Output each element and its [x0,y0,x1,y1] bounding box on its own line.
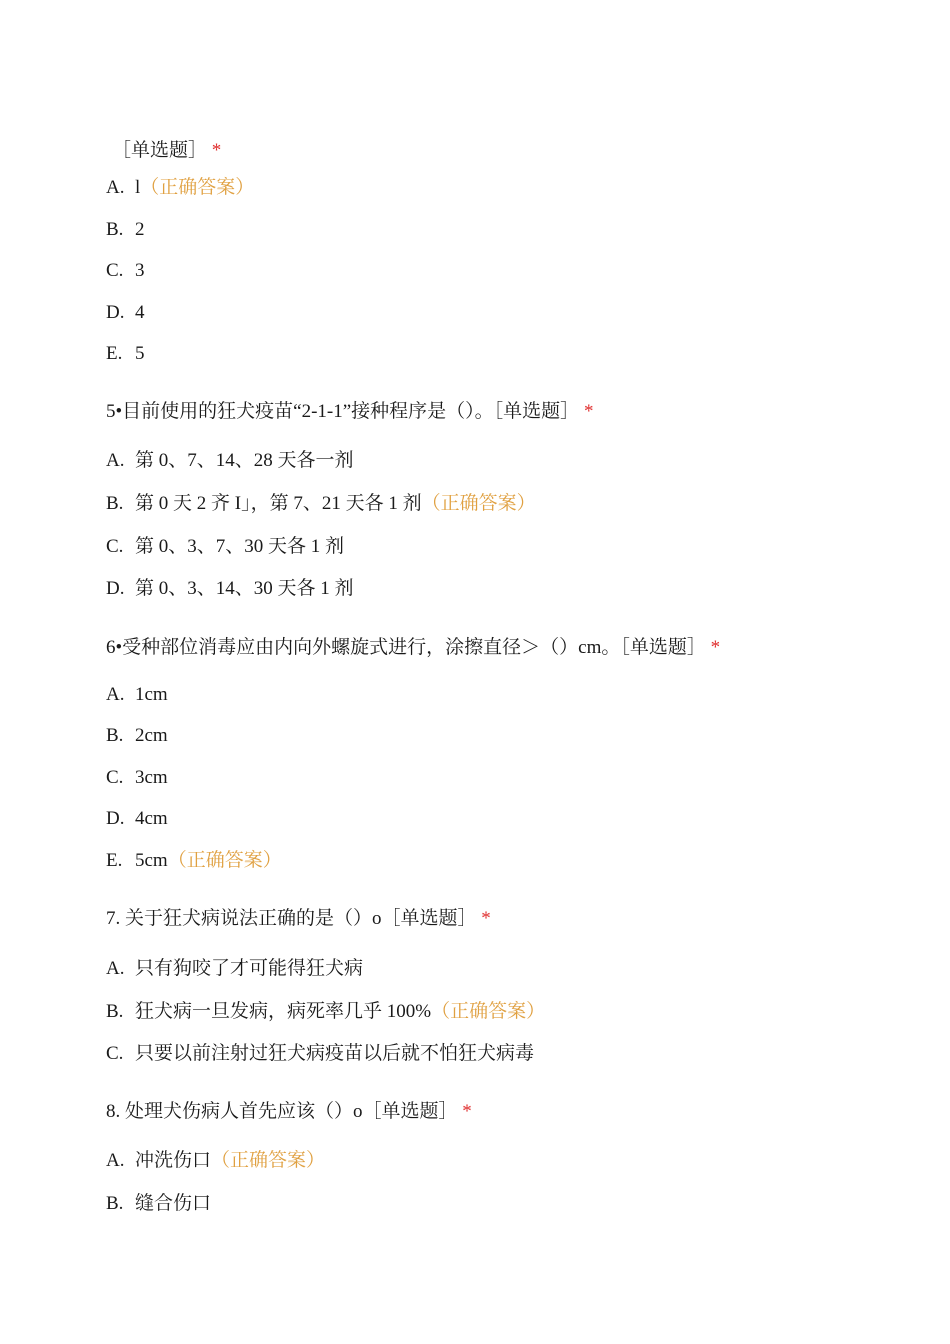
option-letter: D. [106,578,125,599]
option-letter: C. [106,1043,124,1064]
option-text: 第 0、3、14、30 天各 1 剂 [135,578,354,599]
option-c[interactable] [106,766,168,790]
option-c[interactable] [106,535,344,559]
option-letter: B. [106,725,124,746]
required-marker: * [710,637,721,658]
required-marker: * [462,1101,472,1122]
option-b[interactable] [106,724,168,748]
option-text: 第 0 天 2 齐 I」，第 7、21 天各 1 剂 [135,493,422,514]
option-text: l [135,177,141,198]
option-d[interactable] [106,301,145,325]
option-text: 2 [135,219,145,240]
option-d[interactable] [106,577,354,601]
question-text: 7. 关于狂犬病说法正确的是（）o［单选题］ [106,908,477,929]
option-text: 缝合伤口 [135,1193,212,1214]
required-marker: * [481,908,491,929]
question-8-heading [106,1100,472,1124]
option-a[interactable] [106,683,168,707]
option-a[interactable] [106,957,363,981]
option-a[interactable] [106,1149,325,1173]
option-letter: B. [106,1001,124,1022]
option-letter: D. [106,808,125,829]
option-letter: A. [106,450,125,471]
option-text: 3 [135,260,145,281]
option-letter: B. [106,1193,124,1214]
option-letter: B. [106,493,124,514]
correct-answer-tag: （正确答案） [140,177,255,198]
option-e[interactable] [106,849,282,873]
option-text: 5cm [135,850,168,871]
option-d[interactable] [106,807,168,831]
option-text: 第 0、7、14、28 天各一剂 [135,450,354,471]
option-text: 5 [135,343,145,364]
option-letter: C. [106,767,124,788]
option-a[interactable] [106,449,354,473]
option-letter: D. [106,302,125,323]
option-c[interactable] [106,259,145,283]
option-b[interactable] [106,218,145,242]
option-text: 2cm [135,725,168,746]
option-letter: B. [106,219,124,240]
option-b[interactable] [106,1000,545,1024]
required-marker: * [211,140,222,161]
correct-answer-tag: （正确答案） [167,850,282,871]
correct-answer-tag: （正确答案） [211,1150,326,1171]
question-text: 6•受种部位消毒应由内向外螺旋式进行，涂擦直径＞（）cm。［单选题］ [106,637,706,658]
option-b[interactable] [106,1192,211,1216]
option-letter: A. [106,958,125,979]
option-a[interactable] [106,176,254,200]
option-letter: C. [106,536,124,557]
question-type: ［单选题］ [112,140,208,161]
question-text: 8. 处理犬伤病人首先应该（）o［单选题］ [106,1101,458,1122]
option-letter: E. [106,850,123,871]
question-5-heading [106,400,593,424]
option-text: 狂犬病一旦发病，病死率几乎 100% [135,1001,432,1022]
question-7-heading [106,907,491,931]
option-text: 只有狗咬了才可能得狂犬病 [135,958,364,979]
option-e[interactable] [106,342,145,366]
option-text: 4 [135,302,145,323]
option-c[interactable] [106,1042,534,1066]
option-letter: A. [106,177,125,198]
option-letter: A. [106,684,125,705]
option-text: 第 0、3、7、30 天各 1 剂 [135,536,345,557]
question-4-heading [112,139,221,163]
option-b[interactable] [106,492,536,516]
option-text: 1cm [135,684,168,705]
option-letter: E. [106,343,123,364]
option-letter: C. [106,260,124,281]
correct-answer-tag: （正确答案） [421,493,536,514]
required-marker: * [583,401,594,422]
option-text: 只要以前注射过狂犬病疫苗以后就不怕狂犬病毒 [135,1043,535,1064]
option-text: 冲洗伤口 [135,1150,212,1171]
option-letter: A. [106,1150,125,1171]
question-6-heading [106,636,720,660]
question-text: 5•目前使用的狂犬疫苗“2-1-1”接种程序是（）。［单选题］ [106,401,580,422]
option-text: 3cm [135,767,168,788]
correct-answer-tag: （正确答案） [431,1001,546,1022]
option-text: 4cm [135,808,168,829]
